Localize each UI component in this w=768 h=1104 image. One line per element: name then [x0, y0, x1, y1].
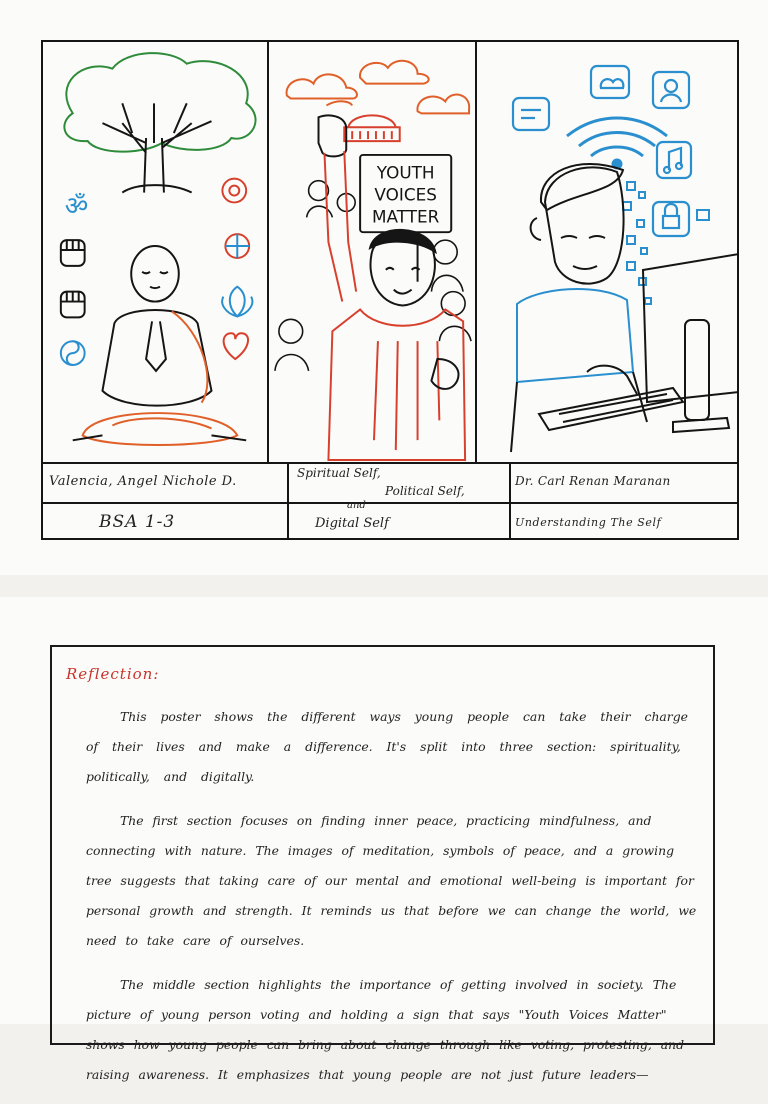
lock-icon: [653, 202, 689, 236]
topic-cell-bottom: [289, 500, 511, 540]
student-name: Valencia, Angel Nichole D.: [49, 474, 237, 489]
keyboard: [539, 366, 683, 430]
raised-fist-icon: [61, 240, 85, 266]
floating-pixels: [623, 182, 709, 304]
heart-icon: [224, 333, 248, 359]
panel-spiritual-self: [43, 42, 269, 462]
political-illustration: [269, 42, 475, 462]
reflection-body: [86, 702, 704, 1104]
svg-text:ॐ: ॐ: [64, 191, 89, 222]
info-row-top: [43, 462, 737, 502]
digital-illustration: [477, 42, 739, 462]
capitol-building-icon: [344, 115, 399, 141]
section-cell: [43, 504, 289, 540]
panel-political-self: [269, 42, 477, 462]
reflection-paragraph-3: The middle section highlights the importance of getting involved in society. The picture of young person voting and holding a sign that says "Youth Voices Matter" shows how young people can bring about change through like voting, protesting, and raising awareness. It emphasizes that young people are not just future leaders—: [86, 977, 685, 1082]
instructor-cell: [511, 464, 739, 502]
tree-icon: [64, 53, 255, 192]
fist-icon-2: [61, 292, 85, 318]
music-note-icon: [657, 142, 691, 178]
reflection-page: [0, 597, 768, 1082]
topic-spiritual: Spiritual Self,: [297, 466, 381, 480]
topic-political: Political Self,: [385, 484, 465, 498]
sign-line-1: YOUTH: [376, 162, 435, 183]
spiritual-illustration: [43, 42, 267, 462]
course-title: Understanding The Self: [515, 516, 662, 529]
om-icon: [65, 191, 88, 221]
raised-fist: [319, 115, 357, 301]
course-cell: [511, 504, 739, 540]
reflection-paragraph-1: This poster shows the different ways young people can take their charge of their lives and make a difference. It's split into three section: spirituality, politically, and digitally.: [86, 709, 688, 784]
panel-digital-self: [477, 42, 739, 462]
topic-and: and: [347, 500, 366, 511]
peace-globe-icon: [225, 234, 249, 258]
yin-yang-icon: [61, 341, 85, 365]
sign-line-2: VOICES: [374, 184, 437, 205]
reflection-box: [50, 645, 715, 1082]
cloud-app-icon: [591, 66, 629, 98]
reflection-title: Reflection:: [66, 665, 160, 683]
chat-bubble-icon: [513, 98, 549, 130]
instructor-name: Dr. Carl Renan Maranan: [515, 474, 671, 488]
name-cell: [43, 464, 289, 502]
student-section: BSA 1-3: [99, 512, 176, 532]
user-profile-icon: [653, 72, 689, 108]
poster-frame: [41, 40, 739, 540]
cloud-icon: [287, 61, 470, 114]
info-row-bottom: [43, 502, 737, 540]
sign-line-3: MATTER: [372, 206, 440, 227]
topic-cell: [289, 464, 511, 502]
reflection-paragraph-2: The first section focuses on finding inner peace, practicing mindfulness, and connecting with nature. The images of meditation, symbols of peace, and a growing tree suggests that taking care of our mental and emotional well-being is important for personal growth and strength. It reminds us that before we can change the world, we need to take care of ourselves.: [86, 813, 697, 948]
lotus-icon: [222, 287, 252, 317]
meditating-monk: [73, 246, 246, 445]
computer-monitor: [643, 254, 739, 432]
wifi-icon: [567, 118, 667, 168]
lifebuoy-icon: [222, 179, 246, 203]
topic-digital: Digital Self: [315, 516, 389, 531]
